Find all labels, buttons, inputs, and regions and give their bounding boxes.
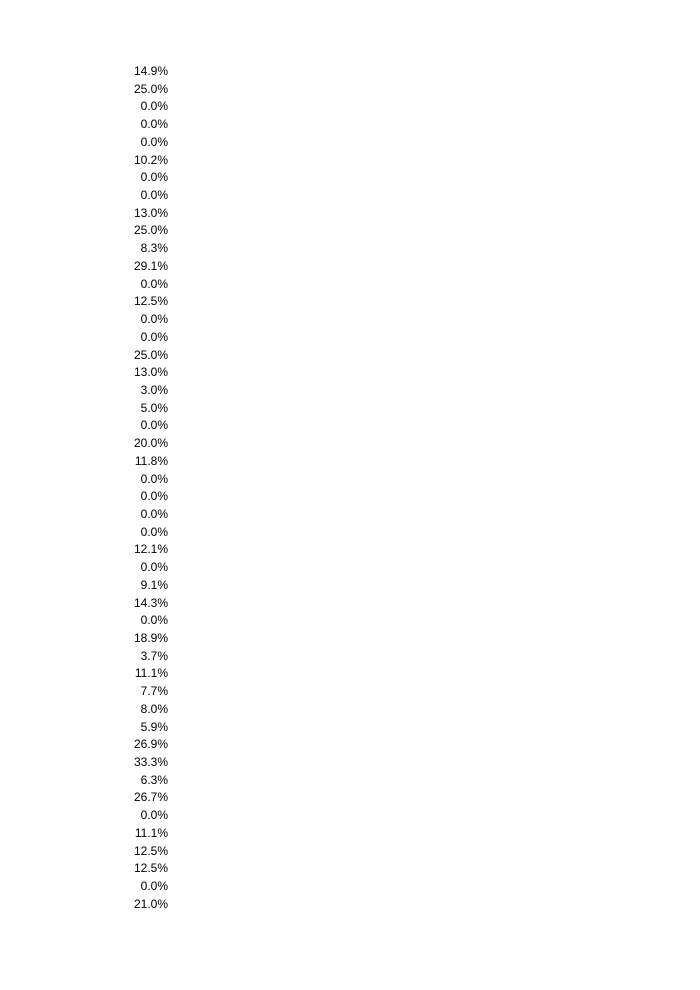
percent-cell: 5.0% xyxy=(140,400,168,415)
percent-cell: 3.7% xyxy=(140,648,168,663)
percent-cell: 18.9% xyxy=(133,631,168,645)
percent-cell: 26.7% xyxy=(133,790,168,805)
percent-cell: 0.0% xyxy=(140,170,168,185)
percent-cell: 0.0% xyxy=(140,134,168,149)
percent-cell: 14.9% xyxy=(133,64,168,78)
percent-cell: 20.0% xyxy=(133,436,168,451)
percent-cell: 13.0% xyxy=(133,365,168,380)
percent-cell: 0.0% xyxy=(140,276,168,291)
percent-cell: 26.9% xyxy=(133,737,168,752)
percent-cell: 11.1% xyxy=(134,825,168,840)
percent-cell: 0.0% xyxy=(140,418,168,433)
percent-cell: 0.0% xyxy=(140,560,168,575)
percent-cell: 0.0% xyxy=(140,117,168,132)
percent-cell: 25.0% xyxy=(133,81,168,96)
percent-column xyxy=(120,63,168,914)
percent-cell: 0.0% xyxy=(140,489,168,504)
percent-cell: 10.2% xyxy=(133,152,168,167)
percent-cell: 0.0% xyxy=(140,808,168,823)
percent-cell: 0.0% xyxy=(140,188,168,203)
percent-cell: 5.9% xyxy=(140,719,168,734)
percent-cell: 0.0% xyxy=(140,312,168,327)
percent-cell: 0.0% xyxy=(140,329,168,344)
percent-cell: 8.3% xyxy=(140,241,168,256)
percent-cell: 0.0% xyxy=(140,879,168,894)
percent-cell: 29.1% xyxy=(133,258,168,273)
percent-cell: 0.0% xyxy=(140,506,168,521)
percent-cell: 12.5% xyxy=(133,861,168,876)
percent-cell: 0.0% xyxy=(140,471,168,486)
percent-cell: 14.3% xyxy=(133,595,168,610)
percent-cell: 6.3% xyxy=(140,772,168,787)
percent-cell: 21.0% xyxy=(133,896,168,911)
percent-cell: 12.5% xyxy=(133,843,168,858)
percent-cell: 25.0% xyxy=(133,223,168,238)
percent-cell: 25.0% xyxy=(133,347,168,362)
percent-cell: 9.1% xyxy=(140,577,168,592)
percent-cell: 0.0% xyxy=(140,613,168,628)
percent-cell: 0.0% xyxy=(140,524,168,539)
percent-cell: 8.0% xyxy=(140,701,168,716)
percent-cell: 0.0% xyxy=(140,99,168,114)
percent-cell: 7.7% xyxy=(140,684,168,699)
percent-cell: 12.1% xyxy=(133,542,168,557)
percent-cell: 12.5% xyxy=(133,294,168,309)
percent-cell: 11.8% xyxy=(134,453,168,468)
percent-cell: 3.0% xyxy=(140,382,168,397)
percent-cell: 13.0% xyxy=(133,205,168,220)
percent-cell: 33.3% xyxy=(133,755,168,770)
percent-cell: 11.1% xyxy=(134,666,168,681)
